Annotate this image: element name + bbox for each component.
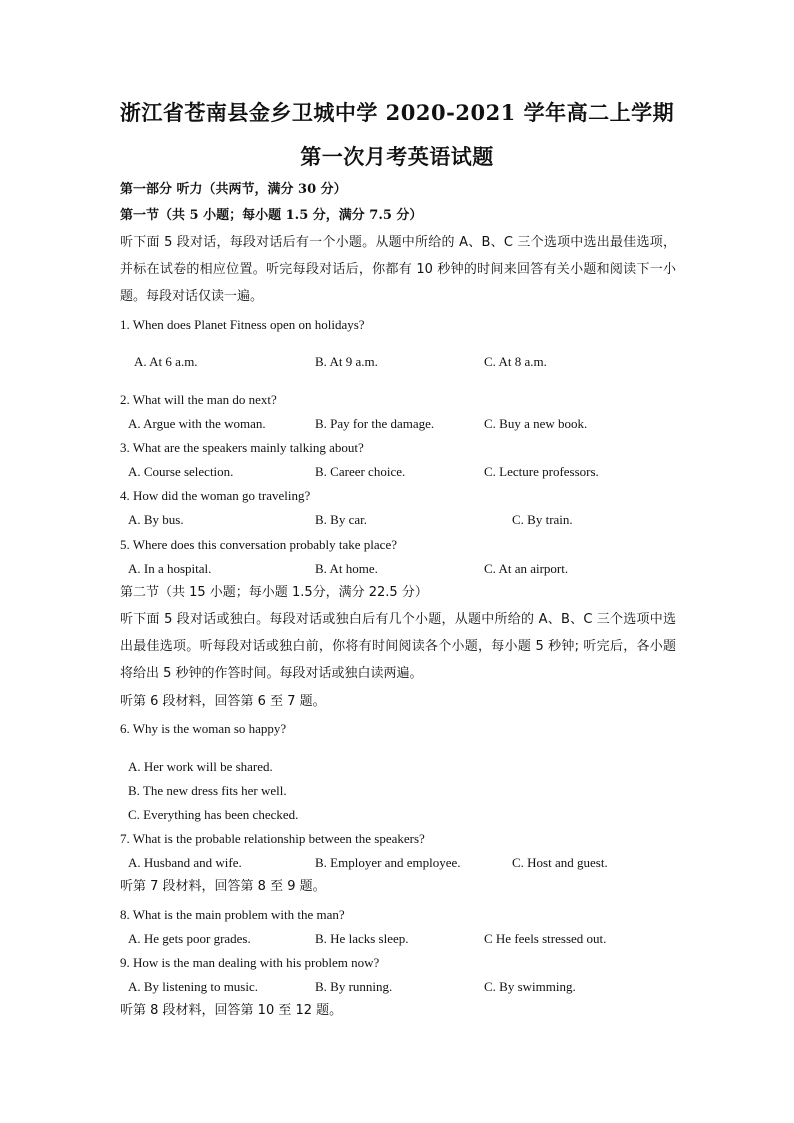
q3-option-b: B. Career choice.: [315, 464, 406, 479]
q7-option-c: C. Host and guest.: [512, 855, 608, 870]
material-8-note: 听第 8 段材料，回答第 10 至 12 题。: [120, 1003, 343, 1018]
q7-option-b: B. Employer and employee.: [315, 855, 461, 870]
exam-title-line2: 第一次月考英语试题: [300, 144, 494, 169]
q8-option-b: B. He lacks sleep.: [315, 931, 409, 946]
q8-option-a: A. He gets poor grades.: [128, 931, 251, 946]
section1-instructions: 听下面 5 段对话，每段对话后有一个小题。从题中所给的 A、B、C 三个选项中选出最佳选项，并标在试卷的相应位置。听完每段对话后，你都有 10 秒钟的时间来回答有关小题和阅读下一小题。每段对话仅读一遍。: [120, 235, 676, 304]
question-9: 9. How is the man dealing with his problem now?: [120, 955, 380, 970]
q1-option-a: A. At 6 a.m.: [134, 354, 198, 369]
q2-option-c: C. Buy a new book.: [484, 416, 588, 431]
question-1: 1. When does Planet Fitness open on holidays?: [120, 317, 365, 332]
section2-heading: 第二节（共 15 小题；每小题 1.5分，满分 22.5 分）: [120, 585, 428, 600]
q1-option-c: C. At 8 a.m.: [484, 354, 547, 369]
q7-option-a: A. Husband and wife.: [128, 855, 242, 870]
q6-option-a: A. Her work will be shared.: [128, 759, 273, 774]
q5-option-a: A. In a hospital.: [128, 561, 212, 576]
q8-option-c: C He feels stressed out.: [484, 931, 607, 946]
material-7-note: 听第 7 段材料，回答第 8 至 9 题。: [120, 879, 326, 894]
q4-option-a: A. By bus.: [128, 512, 184, 527]
q9-option-b: B. By running.: [315, 979, 393, 994]
q9-option-a: A. By listening to music.: [128, 979, 258, 994]
q3-option-c: C. Lecture professors.: [484, 464, 599, 479]
question-8: 8. What is the main problem with the man?: [120, 907, 345, 922]
question-7: 7. What is the probable relationship between the speakers?: [120, 831, 425, 846]
q3-option-a: A. Course selection.: [128, 464, 234, 479]
part1-heading: 第一部分 听力（共两节，满分 30 分）: [120, 182, 347, 197]
q6-option-b: B. The new dress fits her well.: [128, 783, 287, 798]
question-4: 4. How did the woman go traveling?: [120, 488, 311, 503]
q6-option-c: C. Everything has been checked.: [128, 807, 299, 822]
q1-option-b: B. At 9 a.m.: [315, 354, 378, 369]
q2-option-a: A. Argue with the woman.: [128, 416, 266, 431]
q4-option-c: C. By train.: [512, 512, 573, 527]
material-6-note: 听第 6 段材料，回答第 6 至 7 题。: [120, 694, 326, 709]
section1-heading: 第一节（共 5 小题；每小题 1.5 分，满分 7.5 分）: [120, 208, 423, 223]
q2-option-b: B. Pay for the damage.: [315, 416, 435, 431]
q9-option-c: C. By swimming.: [484, 979, 576, 994]
q5-option-c: C. At an airport.: [484, 561, 569, 576]
question-3: 3. What are the speakers mainly talking about?: [120, 440, 364, 455]
exam-title-line1: 浙江省苍南县金乡卫城中学 2020-2021 学年高二上学期: [119, 100, 675, 125]
question-6: 6. Why is the woman so happy?: [120, 721, 287, 736]
section2-instructions: 听下面 5 段对话或独白。每段对话或独白后有几个小题，从题中所给的 A、B、C 三个选项中选出最佳选项。听每段对话或独白前，你将有时间阅读各个小题，每小题 5 秒钟; 听完后，各小题将给出 5 秒钟的作答时间。每段对话或独白读两遍。: [120, 612, 676, 681]
q5-option-b: B. At home.: [315, 561, 378, 576]
question-5: 5. Where does this conversation probably take place?: [120, 537, 397, 552]
q4-option-b: B. By car.: [315, 512, 367, 527]
question-2: 2. What will the man do next?: [120, 392, 277, 407]
